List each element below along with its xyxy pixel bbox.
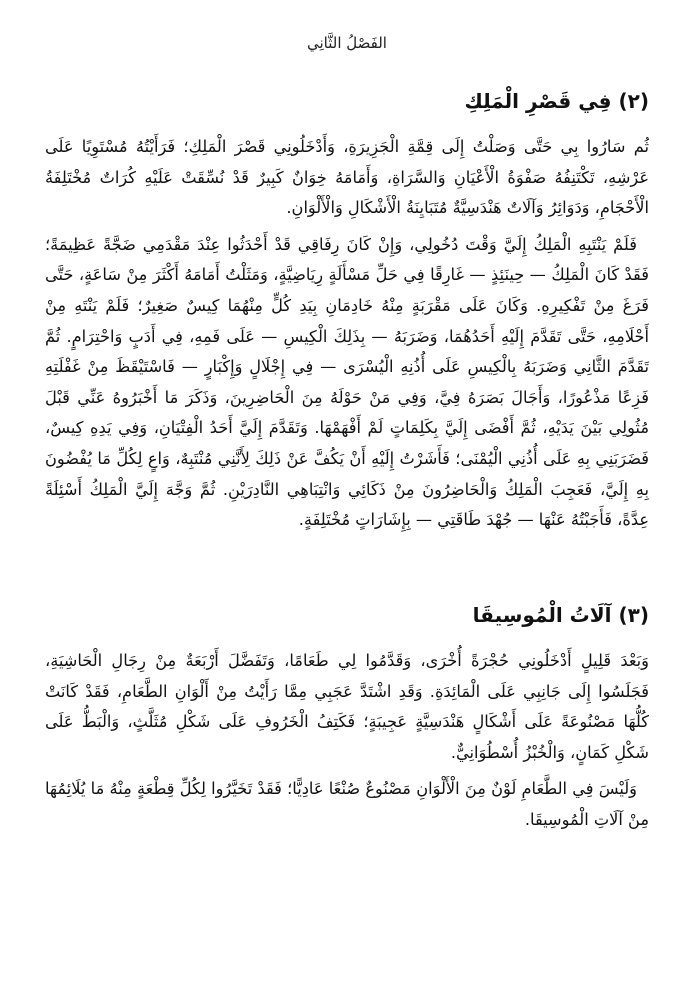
paragraph: فَلَمْ يَنْتَبِهِ الْمَلِكُ إِلَيَّ وَقْتَ دُخُولِي، وَإِنْ كَانَ رِفَاقِي قَدْ أَحْدَثُوا عِنْدَ مَقْدَمِي ضَجَّةً عَظِيمَةً؛ فَقَدْ كَانَ الْمَلِكُ — حِينَئِذٍ — غَارِقًا فِي حَلِّ مَسْأَلَةٍ رِيَاضِيَّةٍ، وَمَثَلْتُ أَمَامَهُ أَكْثَرَ مِنْ سَاعَةٍ، حَتَّى فَرَغَ مِنْ تَفْكِيرِهِ. وَكَانَ عَلَى مَقْرَبَةٍ مِنْهُ خَادِمَانِ بِيَدِ كُلٍّ مِنْهُمَا كِيسٌ صَغِيرٌ؛ فَلَمْ يَنْتَهِ مِنْ أَحْلَامِهِ، حَتَّى تَقَدَّمَ إِلَيْهِ أَحَدُهُمَا، وَضَرَبَهُ — بِذَلِكَ الْكِيسِ — عَلَى فَمِهِ، فِي أَدَبٍ وَاحْتِرَامٍ. ثُمَّ تَقَدَّمَ الثَّانِي وَضَرَبَهُ بِالْكِيسِ عَلَى أُذُنِهِ الْيُسْرَى — فِي إِجْلَالٍ وَإِكْبَارٍ — فَاسْتَيْقَظَ مِنْ غَفْلَتِهِ فَزِعًا مَذْعُورًا، وَأَجَالَ بَصَرَهُ فِيَّ، وَفِي مَنْ حَوْلَهُ مِنَ الْحَاضِرِينَ، وَذَكَرَ مَا أَخْبَرُوهُ عَنِّي قَبْلَ مُثُولِي بَيْنَ يَدَيْهِ، ثُمَّ أَفْضَى إِلَيَّ بِكَلِمَاتٍ لَمْ أَفْهَمْهَا. وَتَقَدَّمَ إِلَيَّ أَحَدُ الْفِتْيَانِ، وَفِي يَدِهِ كِيسٌ، فَضَرَبَنِي بِهِ عَلَى أُذُنِي الْيُمْنَى؛ فَأَشَرْتُ إِلَيْهِ أَنْ يَكُفَّ عَنْ ذَلِكَ لِأَنَّنِي مُنْتَبِهٌ، وَاعٍ لِكُلِّ مَا يُفْضُونَ بِهِ إِلَيَّ، فَعَجِبَ الْمَلِكُ وَالْحَاضِرُونَ مِنْ ذَكَائِي وَانْتِبَاهِي النَّادِرَيْنِ. ثُمَّ وَجَّهَ إِلَيَّ الْمَلِكُ أَسْئِلَةً عِدَّةً، فَأَجَبْتُهُ عَنْهَا — جُهْدَ طَاقَتِي — بِإِشَارَاتٍ مُخْتَلِفَةٍ. bbox=[45, 234, 649, 530]
section-musical-instruments bbox=[45, 598, 649, 836]
paragraph: وَبَعْدَ قَلِيلٍ أَدْخَلُونِي حُجْرَةً أُخْرَى، وَقَدَّمُوا لِي طَعَامًا، وَتَفَضَّلَ أَرْبَعَةٌ مِنْ رِجَالِ الْحَاشِيَةِ، فَجَلَسُوا إِلَى جَانِبِي عَلَى الْمَائِدَةِ. وَقَدِ اشْتَدَّ عَجَبِي مِمَّا رَأَيْتُ مِنْ أَلْوَانِ الطَّعَامِ، فَقَدْ كَانَتْ كُلُّهَا مَصْنُوعَةً عَلَى أَشْكَالٍ هَنْدَسِيَّةٍ عَجِيبَةٍ؛ فَكَتِفُ الْخَرُوفِ عَلَى شَكْلِ مُثَلَّثٍ، وَالْبَطُّ عَلَى شَكْلِ كَمَانٍ، وَالْخُبْزُ أُسْطُوَانِيٌّ. bbox=[45, 651, 649, 762]
paragraph: وَلَيْسَ فِي الطَّعَامِ لَوْنٌ مِنَ الْأَلْوَانِ مَصْنُوعٌ صُنْعًا عَادِيًّا؛ فَقَدْ تَخَيَّرُوا لِكُلِّ قِطْعَةٍ مِنْهُ مَا يُلَائِمُهَا مِنْ آلَاتِ الْمُوسِيقَا. bbox=[45, 779, 649, 829]
chapter-running-header: الفَصْلُ الثَّانِي bbox=[307, 34, 387, 52]
section-heading: (٢) فِي قَصْرِ الْمَلِكِ bbox=[464, 89, 649, 113]
section-in-the-kings-palace bbox=[45, 84, 649, 536]
paragraph: ثُم سَارُوا بِي حَتَّى وَصَلْتُ إِلَى قِمَّةِ الْجَزِيرَةِ، وَأَدْخَلُونِي قَصْرَ الْمَلِكِ؛ فَرَأَيْتُهُ مُسْتَوِيًا عَلَى عَرْشِهِ، تَكْتَنِفُهُ صَفْوَةُ الْأَعْيَانِ وَالسَّرَاةِ، وَأَمَامَهُ خِوَانٌ كَبِيرٌ قَدْ نُسِّقَتْ عَلَيْهِ كُرَاتٌ مُخْتَلِفَةُ الْأَحْجَامِ، وَدَوَائِرُ وَآلَاتٌ هَنْدَسِيَّةٌ مُتَبَايِنَةُ الْأَشْكَالِ وَالْأَلْوَانِ. bbox=[45, 137, 649, 218]
section-heading: (٣) آلَاتُ الْمُوسِيقَا bbox=[472, 603, 649, 627]
